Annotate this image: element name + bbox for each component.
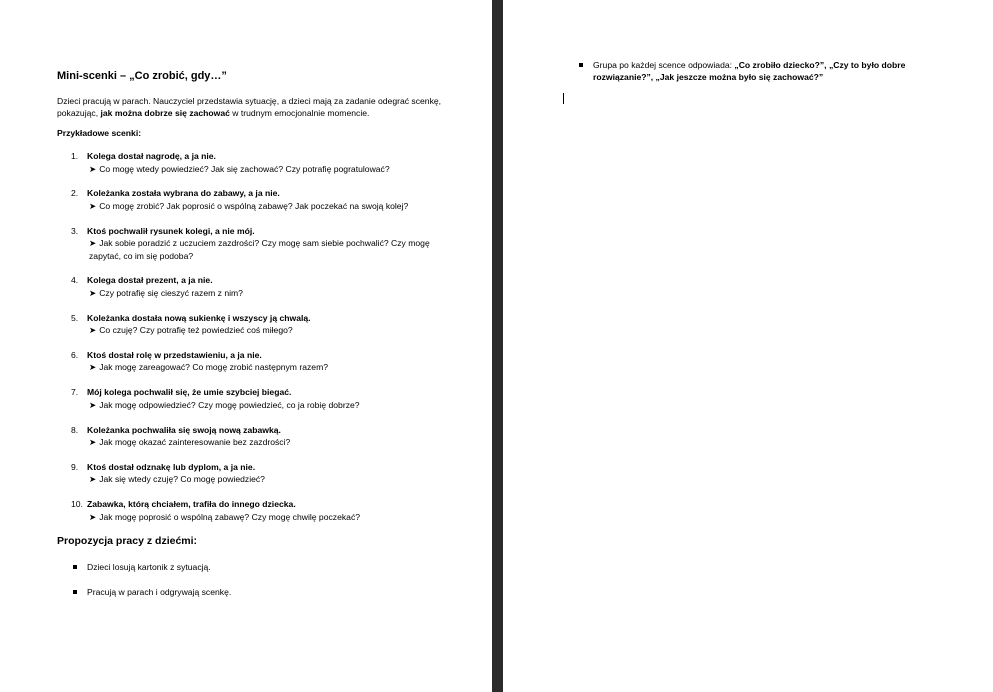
scene-number: 5.: [71, 312, 79, 323]
proposal-list: [57, 561, 447, 598]
scene-title: Ktoś dostał odznakę lub dyplom, a ja nie.: [87, 461, 256, 472]
right-bullet-list: [578, 59, 938, 83]
arrow-icon: ➤: [89, 287, 97, 298]
scene-number: 3.: [71, 225, 79, 236]
scene-number: 1.: [71, 151, 79, 161]
proposal-heading: Propozycja pracy z dziećmi:: [57, 535, 198, 548]
intro-text-a: Dzieci pracują w parach. Nauczyciel przedstawia sytuację, a dzieci mają za zadanie odegrać scenkę, pokazując,: [57, 96, 442, 118]
scene-title: Kolega dostał nagrodę, a ja nie.: [87, 151, 216, 161]
scene-item: [57, 424, 447, 449]
scene-number: 7.: [71, 387, 79, 398]
scene-item: [57, 498, 447, 523]
intro-text-bold: jak można dobrze się zachować: [100, 108, 230, 118]
scene-item: [57, 274, 447, 299]
scene-number: 4.: [71, 275, 79, 286]
examples-heading: Przykładowe scenki:: [57, 128, 142, 138]
scene-title: Koleżanka została wybrana do zabawy, a ja nie.: [87, 188, 280, 199]
scene-question-text: Jak mogę okazać zainteresowanie bez zazdrości?: [99, 437, 291, 448]
scenes-list: [57, 150, 447, 523]
scene-question-text: Co czuję? Czy potrafię też powiedzieć coś miłego?: [99, 325, 293, 336]
scene-item: [57, 386, 447, 411]
scene-item: [57, 349, 447, 374]
arrow-icon: ➤: [89, 511, 97, 522]
page-gutter: [492, 0, 503, 692]
scene-title: Koleżanka pochwaliła się swoją nową zabawką.: [87, 424, 281, 435]
scene-question: [87, 324, 447, 337]
scene-item: [57, 150, 447, 175]
scene-question: [87, 200, 447, 213]
scene-question: [87, 399, 447, 412]
scene-question-text: Jak mogę poprosić o wspólną zabawę? Czy mogę chwilę poczekać?: [99, 511, 361, 522]
page-right-content: [578, 59, 938, 83]
proposal-item-text: Pracują w parach i odgrywają scenkę.: [87, 587, 232, 598]
scene-title: Ktoś dostał rolę w przedstawieniu, a ja nie.: [87, 349, 262, 360]
scene-number: 9.: [71, 461, 79, 472]
text-cursor[interactable]: [563, 93, 564, 104]
scene-question-text: Jak mogę zareagować? Co mogę zrobić następnym razem?: [99, 362, 329, 373]
arrow-icon: ➤: [89, 325, 97, 336]
page-right: [503, 0, 993, 692]
scene-number: 6.: [71, 349, 79, 360]
scene-item: [57, 312, 447, 337]
arrow-icon: ➤: [89, 437, 97, 448]
scene-question-text: Jak się wtedy czuję? Co mogę powiedzieć?: [99, 474, 265, 485]
intro-text-b: w trudnym emocjonalnie momencie.: [229, 108, 370, 118]
bullet-square-icon: [73, 565, 77, 569]
scene-question: [87, 511, 447, 524]
scene-number: 10.: [71, 499, 83, 510]
scene-question-text: Czy potrafię się cieszyć razem z nim?: [99, 287, 243, 298]
arrow-icon: ➤: [89, 200, 97, 211]
list-item: [578, 59, 938, 83]
scene-question: [87, 287, 447, 300]
scene-title: Ktoś pochwalił rysunek kolegi, a nie mój.: [87, 225, 255, 236]
proposal-item-text: Dzieci losują kartonik z sytuacją.: [87, 562, 211, 573]
arrow-icon: ➤: [89, 362, 97, 373]
right-item-prefix: Grupa po każdej scence odpowiada:: [593, 60, 735, 70]
scene-item: [57, 225, 447, 263]
scene-question-text: Jak mogę odpowiedzieć? Czy mogę powiedzieć, co ja robię dobrze?: [99, 399, 360, 410]
arrow-icon: ➤: [89, 238, 97, 249]
arrow-icon: ➤: [89, 399, 97, 410]
scene-question-text: Jak sobie poradzić z uczuciem zazdrości? Czy mogę sam siebie pochwalić? Czy mogę zapytać, co im się podoba?: [89, 238, 430, 261]
scene-question: [87, 237, 447, 262]
scene-question: [87, 473, 447, 486]
arrow-icon: ➤: [89, 163, 97, 174]
section-title: Mini-scenki – „Co zrobić, gdy…”: [57, 70, 227, 82]
list-item: [57, 561, 447, 573]
scene-question: [87, 163, 447, 176]
bullet-square-icon: [73, 590, 77, 594]
list-item: [57, 586, 447, 598]
scene-item: [57, 461, 447, 486]
arrow-icon: ➤: [89, 474, 97, 485]
scene-number: 8.: [71, 424, 79, 435]
intro-paragraph: [57, 95, 447, 119]
scene-title: Zabawka, którą chciałem, trafiła do innego dziecka.: [87, 499, 296, 510]
scene-title: Kolega dostał prezent, a ja nie.: [87, 275, 213, 286]
bullet-square-icon: [579, 63, 583, 67]
scene-title: Mój kolega pochwalił się, że umie szybciej biegać.: [87, 387, 292, 398]
scene-number: 2.: [71, 188, 79, 199]
scene-question: [87, 436, 447, 449]
right-item-bold: „Co zrobiło dziecko?”, „Czy to było dobre rozwiązanie?”, „Jak jeszcze można było się zachować?”: [593, 60, 906, 82]
scene-question-text: Co mogę wtedy powiedzieć? Jak się zachować? Czy potrafię pogratulować?: [99, 163, 390, 174]
scene-question: [87, 361, 447, 374]
page-left-content: [57, 70, 447, 611]
scene-item: [57, 187, 447, 212]
page-left: [0, 0, 492, 692]
scene-question-text: Co mogę zrobić? Jak poprosić o wspólną zabawę? Jak poczekać na swoją kolej?: [99, 200, 409, 211]
scene-title: Koleżanka dostała nową sukienkę i wszyscy ją chwalą.: [87, 312, 311, 323]
